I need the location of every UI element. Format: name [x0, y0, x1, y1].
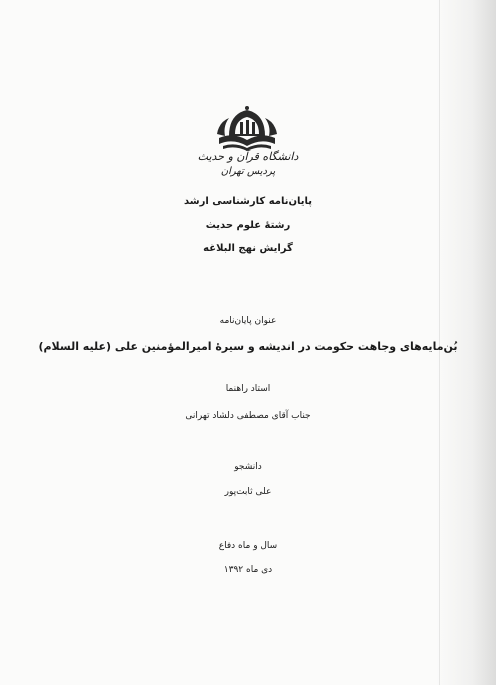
specialization: گرایش نهج البلاغه: [203, 243, 293, 254]
thesis-type: پایان‌نامه کارشناسی ارشد: [183, 196, 313, 207]
thesis-title: بُن‌مایه‌های وجاهت حکومت در اندیشه و سیرهٔ امیرالمؤمنین علی (علیه السلام): [38, 340, 458, 353]
thesis-title-label: عنوان پایان‌نامه: [219, 316, 277, 326]
advisor-name: جناب آقای مصطفی دلشاد تهرانی: [185, 411, 311, 421]
logo-university-name: دانشگاه قرآن و حدیث: [197, 150, 299, 163]
logo-campus-name: پردیس تهران: [220, 166, 276, 177]
student-label: دانشجو: [234, 462, 262, 472]
defense-date: دی ماه ۱۳۹۲: [223, 565, 273, 575]
field-of-study: رشتهٔ علوم حدیث: [205, 220, 291, 231]
advisor-label: استاد راهنما: [225, 384, 271, 394]
student-name: علی ثابت‌پور: [224, 487, 272, 497]
defense-date-label: سال و ماه دفاع: [218, 541, 278, 551]
